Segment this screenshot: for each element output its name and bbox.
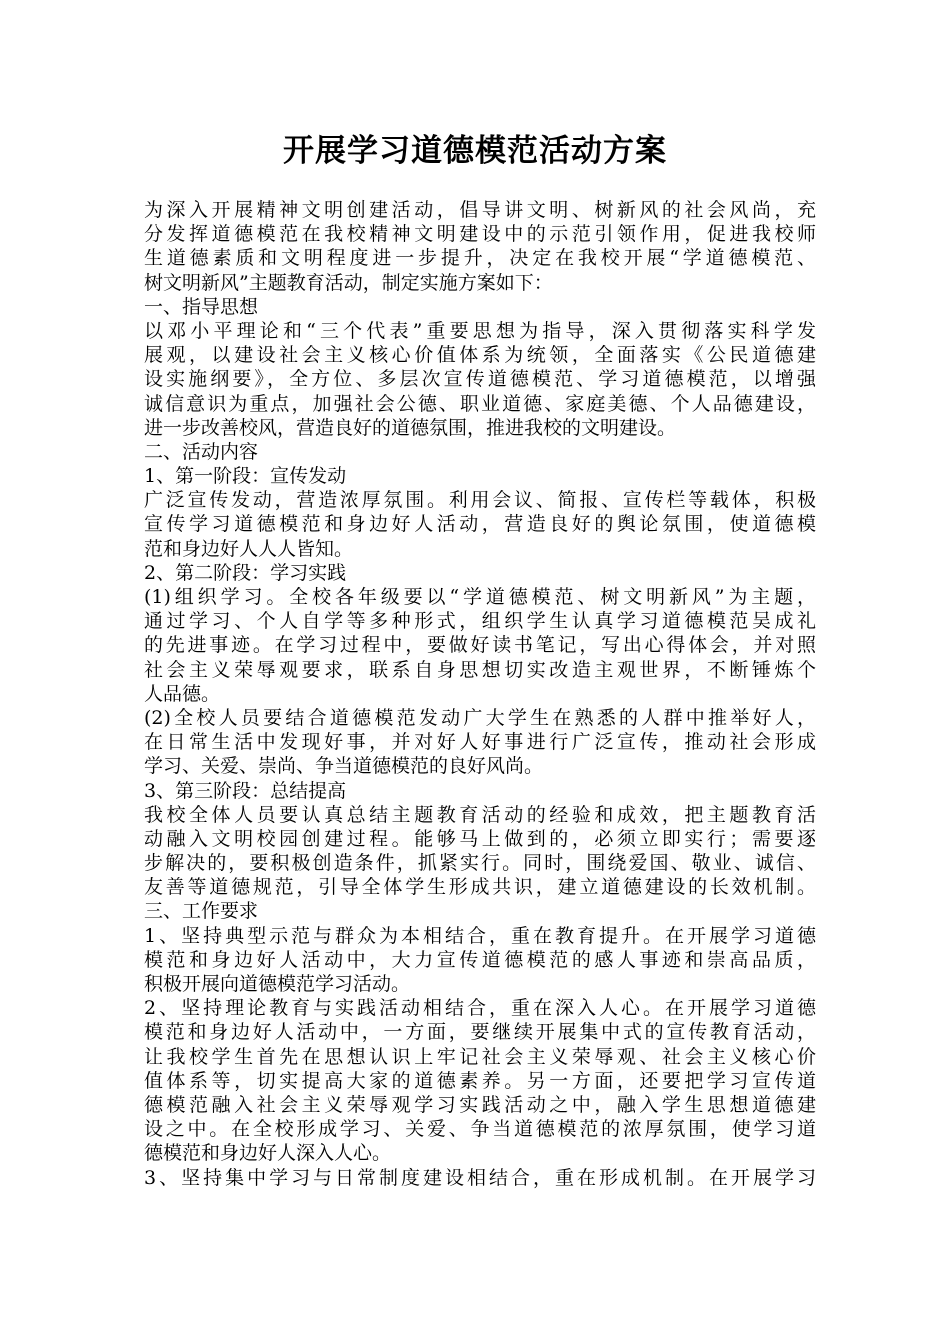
text-line: 2、第二阶段：学习实践 [144, 561, 347, 584]
text-line: 生道德素质和文明程度进一步提升，决定在我校开展“学道德模范、 [144, 247, 816, 270]
text-line: 树文明新风”主题教育活动，制定实施方案如下： [144, 271, 553, 294]
text-line: 在日常生活中发现好事，并对好人好事进行广泛宣传，推动社会形成 [144, 731, 816, 754]
text-line: 为深入开展精神文明创建活动，倡导讲文明、树新风的社会风尚，充 [144, 199, 816, 221]
text-line: 宣传学习道德模范和身边好人活动，营造良好的舆论氛围，使道德模 [144, 513, 816, 536]
text-line: 德模范和身边好人深入人心。 [144, 1142, 392, 1165]
text-line: 步解决的，要积极创造条件，抓紧实行。同时，围绕爱国、敬业、诚信、 [144, 852, 816, 875]
text-line: 设之中。在全校形成学习、关爱、争当道德模范的浓厚氛围，使学习道 [144, 1118, 816, 1141]
text-line: 模范和身边好人活动中，一方面，要继续开展集中式的宣传教育活动， [144, 1021, 816, 1044]
text-line: 1、第一阶段：宣传发动 [144, 465, 347, 488]
document-body [144, 198, 816, 1190]
text-line: 的先进事迹。在学习过程中，要做好读书笔记，写出心得体会，并对照 [144, 634, 816, 657]
text-line: 社会主义荣辱观要求，联系自身思想切实改造主观世界，不断锤炼个 [144, 658, 816, 681]
text-line: 1、坚持典型示范与群众为本相结合，重在教育提升。在开展学习道德 [144, 924, 816, 947]
text-line: 德模范融入社会主义荣辱观学习实践活动之中，融入学生思想道德建 [144, 1093, 816, 1116]
text-line: (1)组织学习。全校各年级要以“学道德模范、树文明新风”为主题， [144, 586, 816, 608]
text-line: 设实施纲要》，全方位、多层次宣传道德模范、学习道德模范，以增强 [144, 368, 816, 391]
text-line: 让我校学生首先在思想认识上牢记社会主义荣辱观、社会主义核心价 [144, 1045, 816, 1068]
text-line: 3、坚持集中学习与日常制度建设相结合，重在形成机制。在开展学习 [144, 1166, 816, 1189]
document-title: 开展学习道德模范活动方案 [283, 133, 667, 169]
text-line: 展观，以建设社会主义核心价值体系为统领，全面落实《公民道德建 [144, 344, 816, 367]
text-line: 诚信意识为重点，加强社会公德、职业道德、家庭美德、个人品德建设， [144, 392, 816, 415]
text-line: 以邓小平理论和“三个代表”重要思想为指导，深入贯彻落实科学发 [144, 319, 816, 342]
text-line: 动融入文明校园创建过程。能够马上做到的，必须立即实行；需要逐 [144, 827, 816, 850]
text-line: 一、指导思想 [144, 295, 259, 318]
text-line: 学习、关爱、崇尚、争当道德模范的良好风尚。 [144, 755, 544, 778]
text-line: 2、坚持理论教育与实践活动相结合，重在深入人心。在开展学习道德 [144, 997, 816, 1020]
text-line: 三、工作要求 [144, 900, 259, 923]
text-line: 3、第三阶段：总结提高 [144, 779, 347, 802]
text-line: 进一步改善校风，营造良好的道德氛围，推进我校的文明建设。 [144, 416, 677, 439]
text-line: 通过学习、个人自学等多种形式，组织学生认真学习道德模范吴成礼 [144, 610, 816, 633]
text-line: 分发挥道德模范在我校精神文明建设中的示范引领作用，促进我校师 [144, 223, 816, 246]
text-line: 模范和身边好人活动中，大力宣传道德模范的感人事迹和崇高品质， [144, 948, 816, 971]
text-line: 我校全体人员要认真总结主题教育活动的经验和成效，把主题教育活 [144, 803, 816, 826]
text-line: 范和身边好人人人皆知。 [144, 537, 354, 560]
text-line: 值体系等，切实提高大家的道德素养。另一方面，还要把学习宣传道 [144, 1069, 816, 1092]
text-line: 二、活动内容 [144, 440, 259, 463]
text-line: 积极开展向道德模范学习活动。 [144, 973, 411, 995]
text-line: 广泛宣传发动，营造浓厚氛围。利用会议、简报、宣传栏等载体，积极 [144, 489, 816, 512]
text-line: 人品德。 [144, 682, 221, 705]
text-line: (2)全校人员要结合道德模范发动广大学生在熟悉的人群中推举好人， [144, 706, 816, 729]
text-line: 友善等道德规范，引导全体学生形成共识，建立道德建设的长效机制。 [144, 876, 816, 899]
